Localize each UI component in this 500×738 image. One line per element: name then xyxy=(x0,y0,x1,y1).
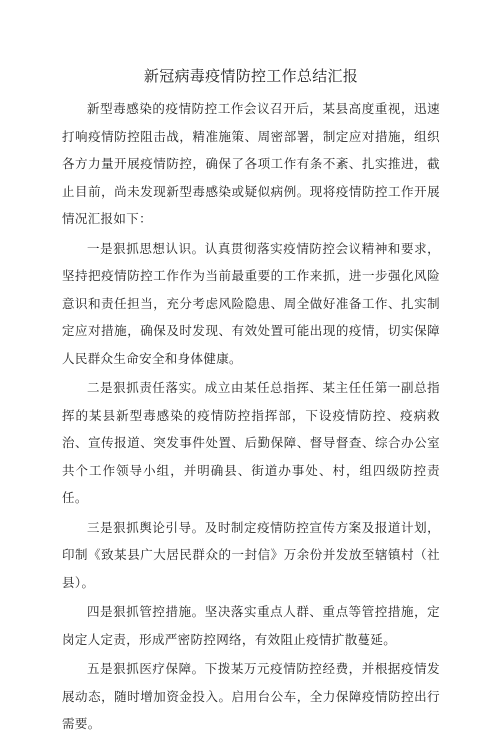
intro-paragraph: 新型毒感染的疫情防控工作会议召开后，某县高度重视，迅速打响疫情防控阻击战，精准施策、周密部署，制定应对措施，组织各方力量开展疫情防控，确保了各项工作有条不紊、扎实推进，截止目前，尚未发现新型毒感染或疑似病例。现将疫情防控工作开展情况汇报如下： xyxy=(62,101,440,226)
document-title: 新冠病毒疫情防控工作总结汇报 xyxy=(143,67,359,85)
paragraph-thought-awareness: 一是狠抓思想认识。认真贯彻落实疫情防控会议精神和要求，坚持把疫情防控工作作为当前最重要的工作来抓，进一步强化风险意识和责任担当，充分考虑风险隐患、周全做好准备工作、扎实制定应对措施，确保及时发现、有效处置可能出现的疫情，切实保障人民群众生命安全和身体健康。 xyxy=(62,240,440,366)
paragraph-responsibility: 二是狠抓责任落实。成立由某任总指挥、某主任任第一副总指挥的某县新型毒感染的疫情防控指挥部，下设疫情防控、疫病救治、宣传报道、突发事件处置、后勤保障、督导督查、综合办公室共个工作领导小组，并明确县、街道办事处、村，组四级防控责任。 xyxy=(62,380,440,505)
paragraph-control-measures: 四是狠抓管控措施。坚决落实重点人群、重点等管控措施，定岗定人定责，形成严密防控网络，有效阻止疫情扩散蔓延。 xyxy=(62,604,440,647)
paragraph-public-opinion: 三是狠抓舆论引导。及时制定疫情防控宣传方案及报道计划，印制《致某县广大居民群众的一封信》万余份并发放至辖镇村（社县）。 xyxy=(62,519,440,590)
paragraph-medical-support: 五是狠抓医疗保障。下拨某万元疫情防控经费，并根据疫情发展动态，随时增加资金投入。启用台公车，全力保障疫情防控出行需要。 xyxy=(62,661,440,731)
